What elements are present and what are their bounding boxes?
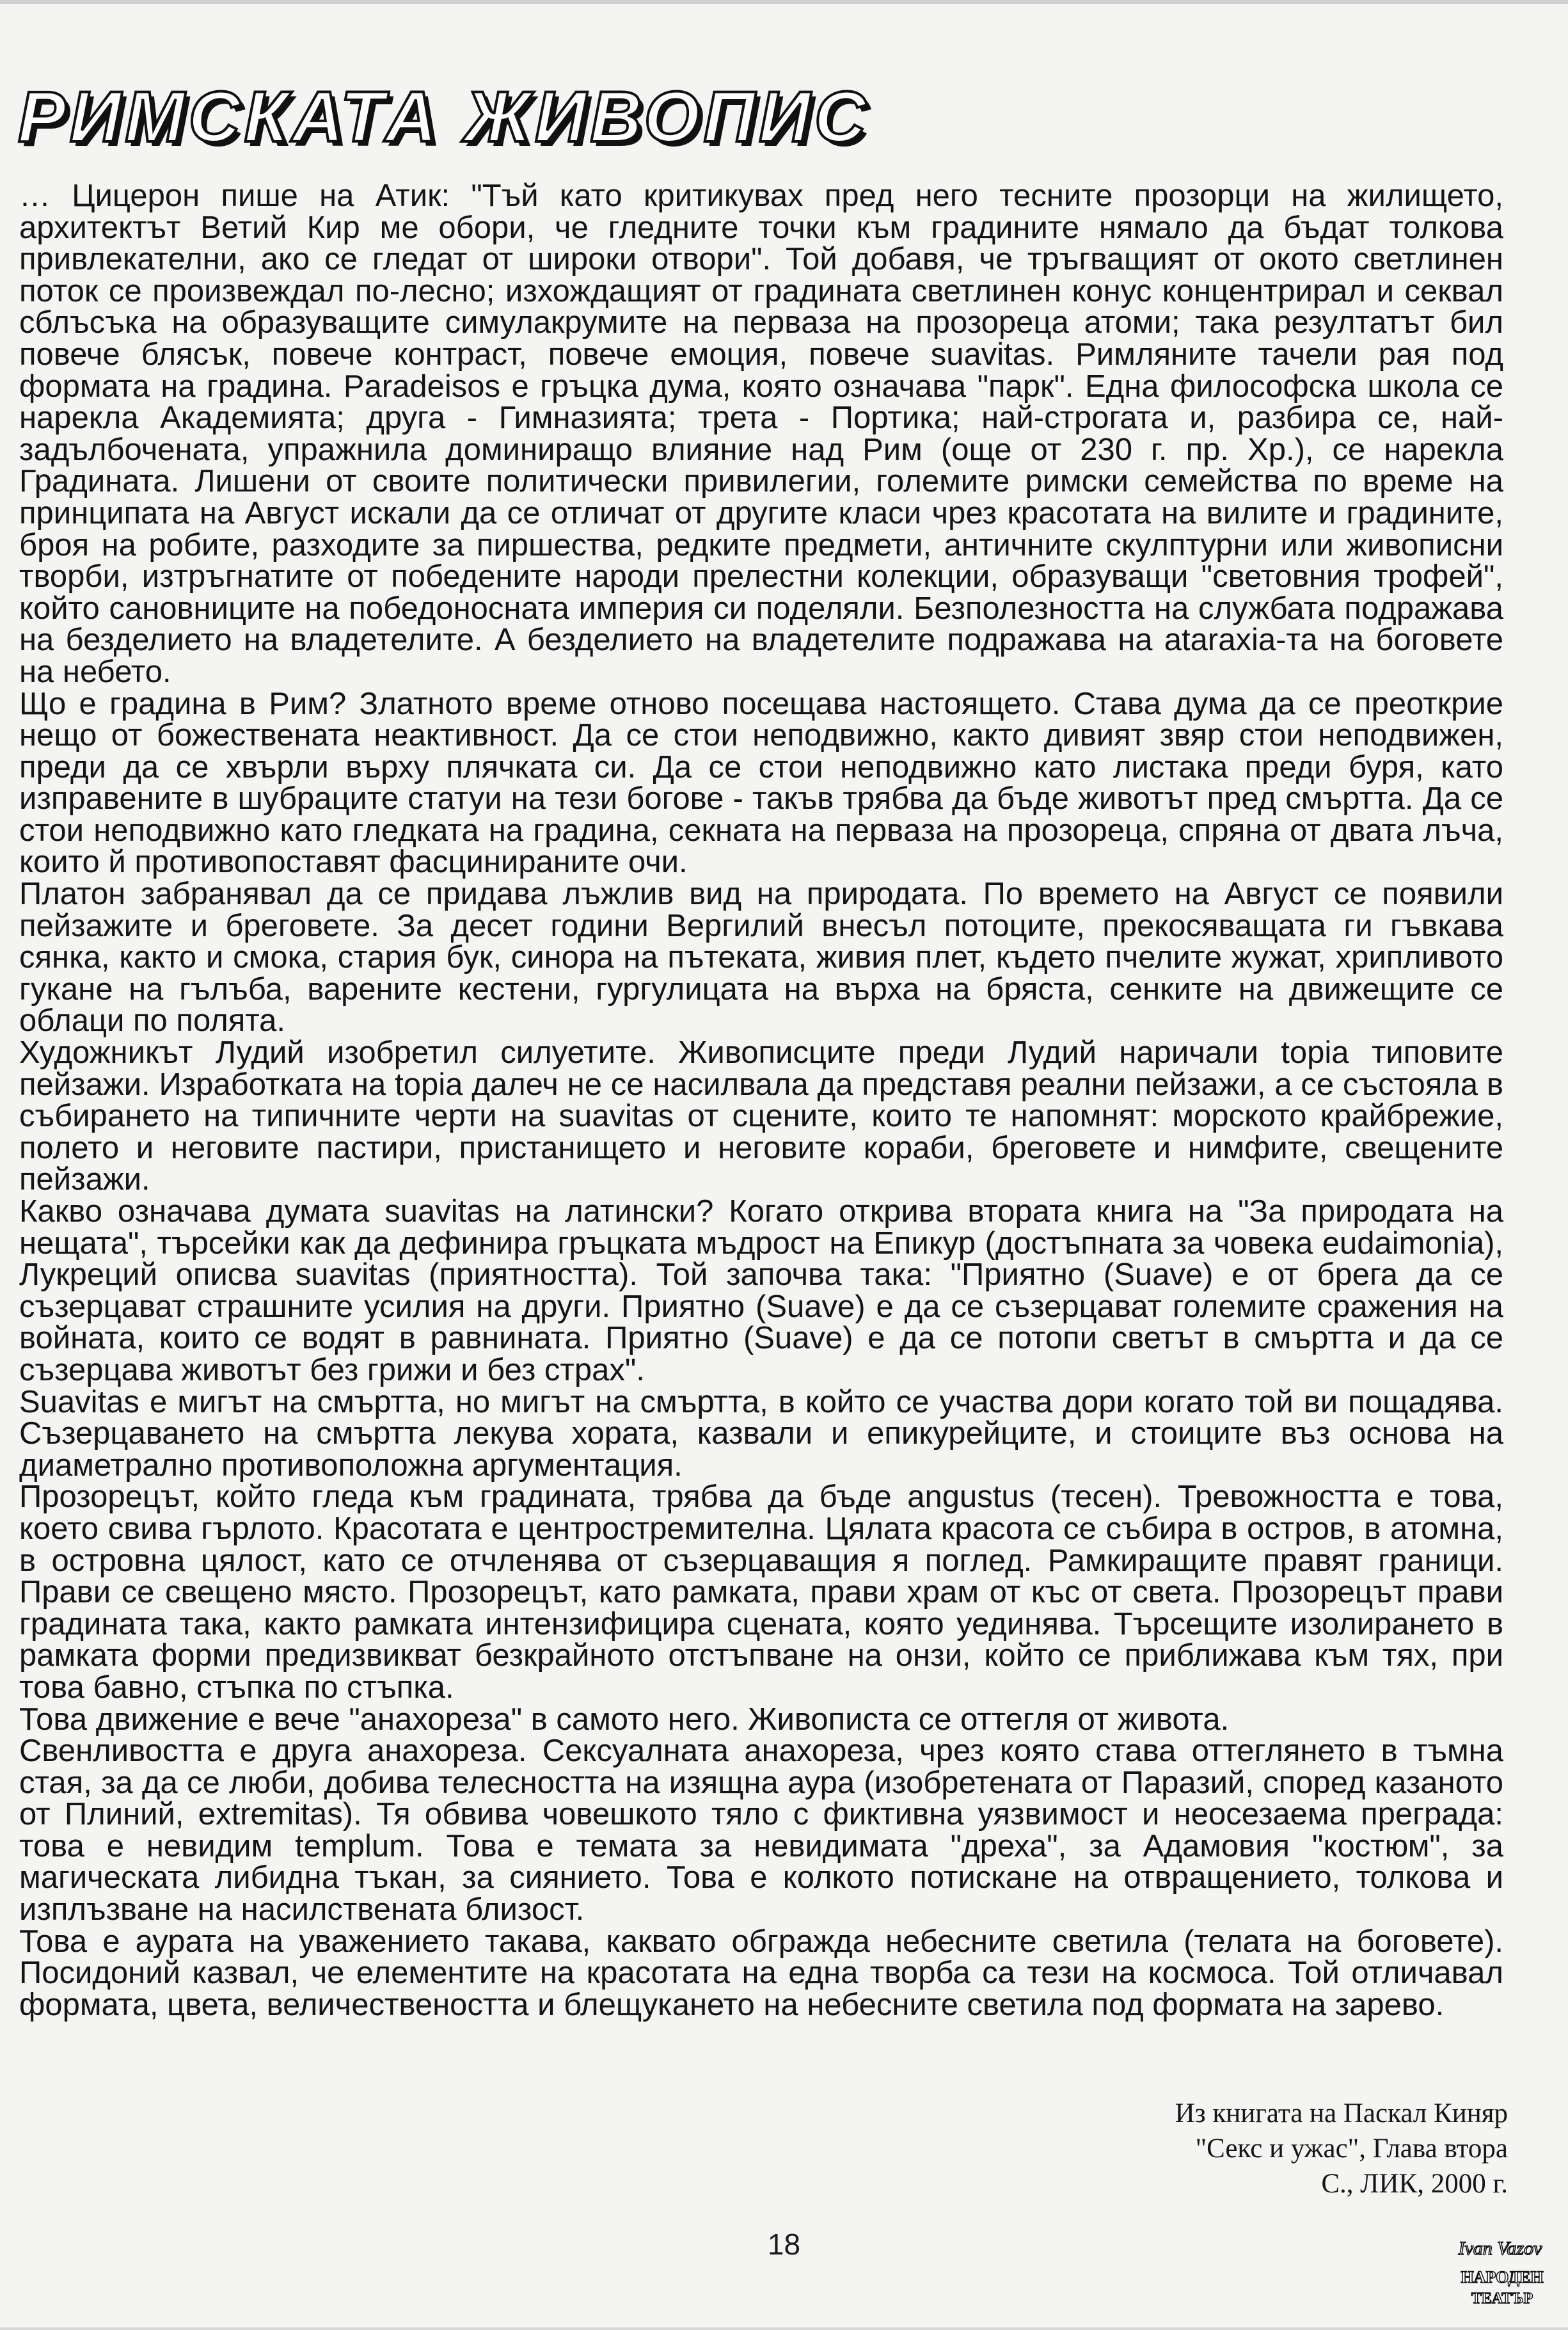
source-citation <box>1175 2096 1508 2201</box>
logo-line-2: ТЕАТЪР <box>1471 2290 1533 2307</box>
page-title: РИМСКАТА ЖИВОПИС <box>18 77 870 157</box>
paragraph: Какво означава думата suavitas на латински? Когато открива втората книга на "За природата на нещата", търсейки как да дефинира гръцката мъдрост на Епикур (достъпната за човека eudaimonia), Лукреций описва suavitas (приятността). Той започва така: "Приятно (Suave) е от брега да се съзерцават страшните усилия на други. Приятно (Suave) е да се съзерцават големите сражения на войната, които се водят в равнината. Приятно (Suave) е да се потопи светът в смъртта и да се съзерцава животът без грижи и без страх". <box>19 1194 1503 1387</box>
paragraph: Художникът Лудий изобретил силуетите. Живописците преди Лудий наричали topia типовите пейзажи. Изработката на topia далеч не се насилвала да представя реални пейзажи, а се състояла в събирането на типичните черти на suavitas от сцените, които те напомнят: морското крайбрежие, полето и неговите пастири, пристанището и неговите кораби, бреговете и нимфите, свещените пейзажи. <box>19 1035 1503 1197</box>
source-line: Из книгата на Паскал Киняр <box>1175 2098 1508 2128</box>
source-line: С., ЛИК, 2000 г. <box>1321 2169 1508 2199</box>
paragraph: Това движение е вече "анахореза" в самото него. Живописта се оттегля от живота. <box>19 1702 1230 1737</box>
source-line: "Секс и ужас", Глава втора <box>1195 2134 1508 2164</box>
logo-script: Ivan Vazov <box>1458 2238 1542 2259</box>
paragraph: Свенливостта е друга анахореза. Сексуалната анахореза, чрез която става оттеглянето в тъмна стая, за да се люби, добива телесността на изящна аура (изобретената от Паразий, според казаното от Плиний, extremitas). Тя обвива човешкото тяло с фиктивна уязвимост и неосезаема преграда: това е невидим templum. Това е темата за невидимата "дреха", за Адамовия "костюм", за магическата либидна тъкан, за сиянието. Това е колкото потискане на отвращението, толкова и изплъзване на насилствената близост. <box>19 1734 1503 1927</box>
article-body <box>19 180 1503 2021</box>
paragraph: … Цицерон пише на Атик: "Тъй като критикувах пред него тесните прозорци на жилището, архитектът Ветий Кир ме обори, че гледните точки към градините нямало да бъдат толкова привлекателни, ако се гледат от широки отвори". Той добавя, че тръгващият от окото светлинен поток се произвеждал по-лесно; изхождащият от градината светлинен конус концентрирал и секвал сблъсъка на образуващите симулакрумите на первaза на прозореца атоми; така резултатът бил повече блясък, повече контраст, повече емоция, повече suavitas. Римляните тачели рая под формата на градина. Paradeisos е гръцка дума, която означава "парк". Една философска школа се нарекла Академията; друга - Гимназията; трета - Портика; най-строгата и, разбира се, най-задълбочената, упражнила доминиращо влияние над Рим (още от 230 г. пр. Хр.), се нарекла Градината. Лишени от своите политически привилегии, големите римски семейства по време на принципата на Август искали да се отличат от другите класи чрез красотата на вилите и градините, броя на робите, разходите за пиршества, редките предмети, античните скулптурни или живописни творби, изтръгнатите от победените народи прелестни колекции, образуващи "световния трофей", който сановниците на победоносната империя си поделяли. Безполезността на службата подражава на безделието на владетелите. А безделието на владетелите подражава на ataraxia-та на боговете на небето. <box>19 179 1503 689</box>
logo-line-1: НАРОДЕН <box>1461 2268 1544 2286</box>
national-theatre-logo <box>1454 2224 1550 2320</box>
page-number: 18 <box>767 2228 801 2261</box>
paragraph: Що е градина в Рим? Златното време отново посещава настоящето. Става дума да се преоткрие нещо от божествената неактивност. Да се стои неподвижно, както дивият звяр стои неподвижен, преди да се хвърли върху плячката си. Да се стои неподвижно като листака преди буря, като изправените в шубраците статуи на тези богове - такъв трябва да бъде животът пред смъртта. Да се стои неподвижно като гледката на градина, секната на первaза на прозореца, спряна от двата лъча, които й противопоставят фасцинираните очи. <box>19 686 1503 880</box>
paragraph: Прозорецът, който гледа към градината, трябва да бъде angustus (тесен). Тревожността е това, което свива гърлото. Красотата е центростремителна. Цялата красота се събира в остров, в атомна, в островна цялост, като се отчленява от съзерцаващия я поглед. Рамкиращите правят граници. Прави се свещено място. Прозорецът, като рамката, прави храм от къс от света. Прозорецът прави градината така, както рамката интензифицира сцената, която уединява. Търсещите изолирането в рамката форми предизвикват безкрайното отстъпване на онзи, който се приближава към тях, при това бавно, стъпка по стъпка. <box>19 1480 1503 1705</box>
paragraph: Suavitas е мигът на смъртта, но мигът на смъртта, в който се участва дори когато той ви пощадява. Съзерцаването на смъртта лекува хората, казвали и епикурейците, и стоиците въз основа на диаметрално противоположна аргументация. <box>19 1384 1503 1483</box>
paragraph: Платон забранявал да се придава лъжлив вид на природата. По времето на Август се появили пейзажите и бреговете. За десет години Вергилий внесъл потоците, прекосяващата ги гъвкава сянка, както и смока, стария бук, синора на пътеката, живия плет, където пчелите жужат, хрипливото гукане на гълъба, варените кестени, гургулицата на върха на бряста, сенките на движещите се облаци по полята. <box>19 877 1503 1039</box>
paragraph: Това е аурата на уважението такава, каквато обгражда небесните светила (телата на боговете). Посидоний казвал, че елементите на красотата на една творба са тези на космоса. Той отличавал формата, цвета, величествеността и блещукането на небесните светила под формата на зарево. <box>19 1924 1503 2022</box>
